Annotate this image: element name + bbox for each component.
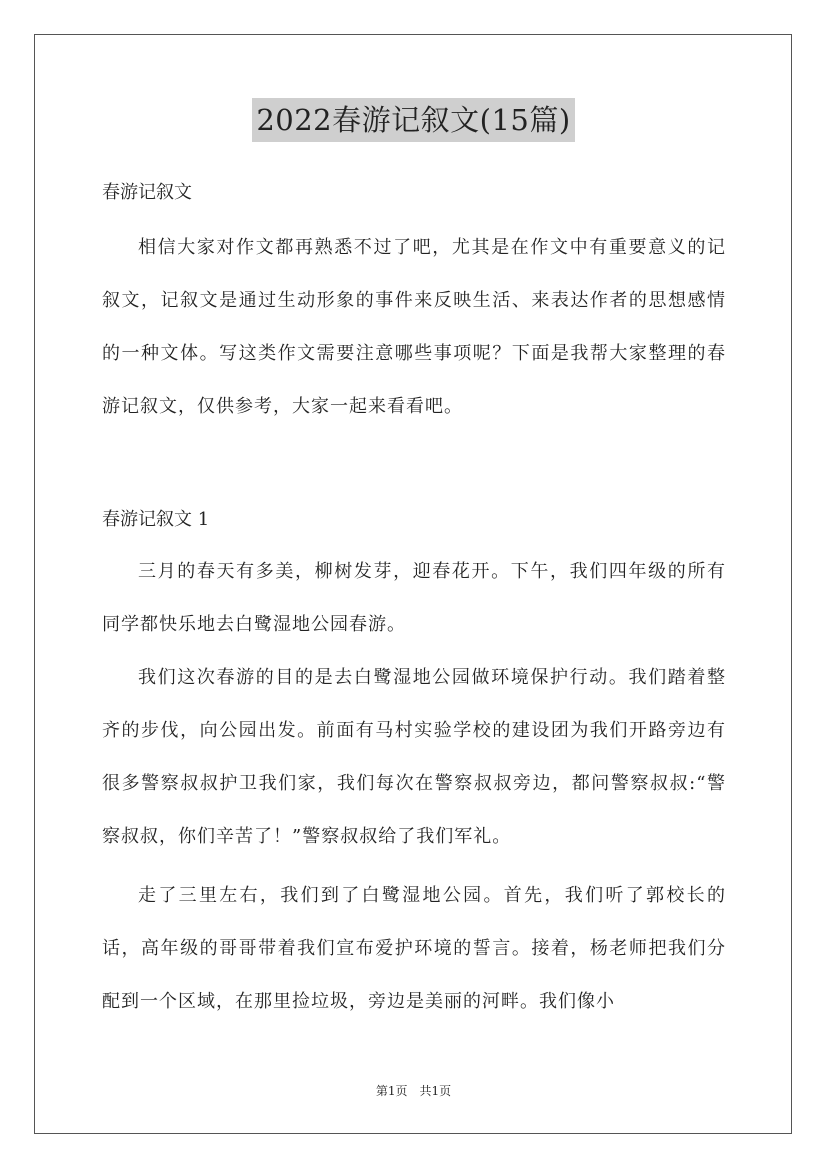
section-paragraph: 三月的春天有多美，柳树发芽，迎春花开。下午，我们四年级的所有同学都快乐地去白鹭湿地公园春游。: [102, 561, 726, 635]
section-paragraph: 走了三里左右，我们到了白鹭湿地公园。首先，我们听了郭校长的话，高年级的哥哥带着我们宣布爱护环境的誓言。接着，杨老师把我们分配到一个区域，在那里捡垃圾，旁边是美丽的河畔。我们像小: [102, 885, 726, 1012]
page-footer: [0, 1083, 827, 1099]
intro-heading: 春游记叙文: [102, 182, 192, 203]
document-title: 2022春游记叙文(15篇): [252, 98, 574, 142]
section-heading: 春游记叙文 1: [102, 509, 210, 530]
intro-paragraph: 相信大家对作文都再熟悉不过了吧，尤其是在作文中有重要意义的记叙文，记叙文是通过生动形象的事件来反映生活、来表达作者的思想感情的一种文体。写这类作文需要注意哪些事项呢？下面是我帮大家整理的春游记叙文，仅供参考，大家一起来看看吧。: [102, 237, 726, 417]
section-paragraph: 我们这次春游的目的是去白鹭湿地公园做环境保护行动。我们踏着整齐的步伐，向公园出发。前面有马村实验学校的建设团为我们开路旁边有很多警察叔叔护卫我们家，我们每次在警察叔叔旁边，都问警察叔叔:“警察叔叔，你们辛苦了！”警察叔叔给了我们军礼。: [102, 667, 726, 847]
page-total: 共1页: [419, 1084, 452, 1098]
page-number: 第1页: [375, 1084, 408, 1098]
title-block: [0, 98, 827, 142]
